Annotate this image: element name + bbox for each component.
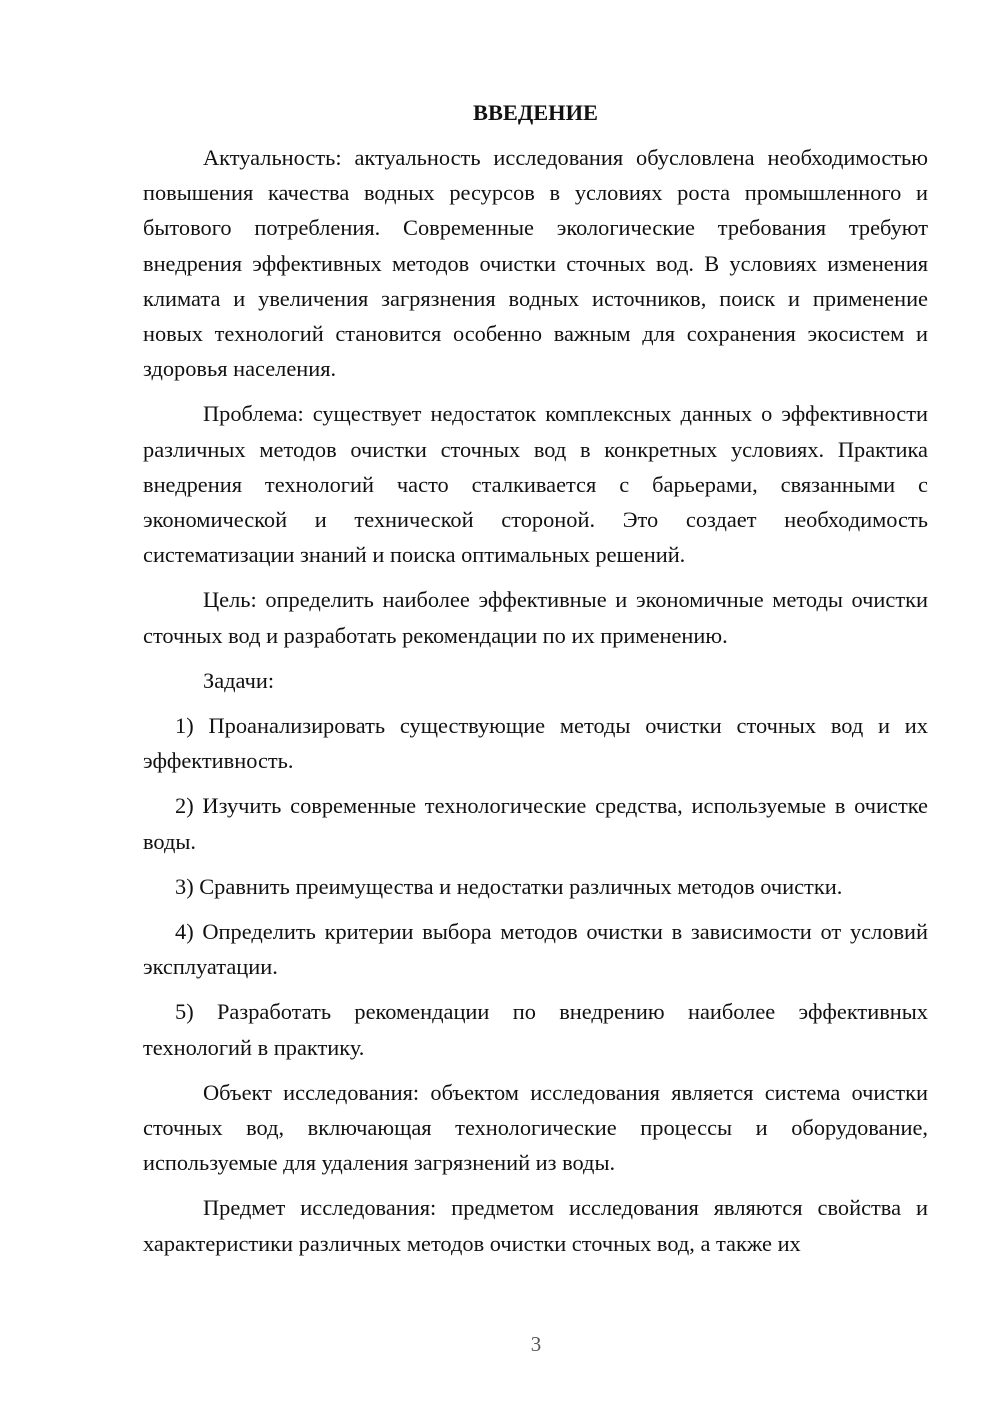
paragraph-object: Объект исследования: объектом исследования является система очистки сточных вод, включающая технологические процессы и оборудование, используемые для удаления загрязнений из воды. (143, 1079, 928, 1176)
page-number: 3 (530, 1332, 542, 1356)
page-content (143, 95, 928, 1271)
task-item: 2) Изучить современные технологические средства, используемые в очистке воды. (143, 793, 928, 854)
task-item: 3) Сравнить преимущества и недостатки различных методов очистки. (175, 873, 843, 899)
paragraph-goal: Цель: определить наиболее эффективные и экономичные методы очистки сточных вод и разработать рекомендации по их применению. (143, 587, 928, 648)
task-item: 4) Определить критерии выбора методов очистки в зависимости от условий эксплуатации. (143, 919, 928, 980)
paragraph-relevance: Актуальность: актуальность исследования обусловлена необходимостью повышения качества водных ресурсов в условиях роста промышленного и бытового потребления. Современные экологические требования требуют внедрения эффективных методов очистки сточных вод. В условиях изменения климата и увеличения загрязнения водных источников, поиск и применение новых технологий становится особенно важным для сохранения экосистем и здоровья населения. (143, 145, 928, 382)
paragraph-problem: Проблема: существует недостаток комплексных данных о эффективности различных методов очистки сточных вод в конкретных условиях. Практика внедрения технологий часто сталкивается с барьерами, связанными с экономической и технической стороной. Это создает необходимость систематизации знаний и поиска оптимальных решений. (143, 401, 928, 568)
section-heading: ВВЕДЕНИЕ (473, 100, 598, 125)
task-item: 5) Разработать рекомендации по внедрению наиболее эффективных технологий в практику. (143, 999, 928, 1060)
task-item: 1) Проанализировать существующие методы очистки сточных вод и их эффективность. (143, 713, 928, 774)
paragraph-subject: Предмет исследования: предметом исследования являются свойства и характеристики различных методов очистки сточных вод, а также их (143, 1195, 928, 1256)
tasks-label: Задачи: (203, 667, 275, 693)
